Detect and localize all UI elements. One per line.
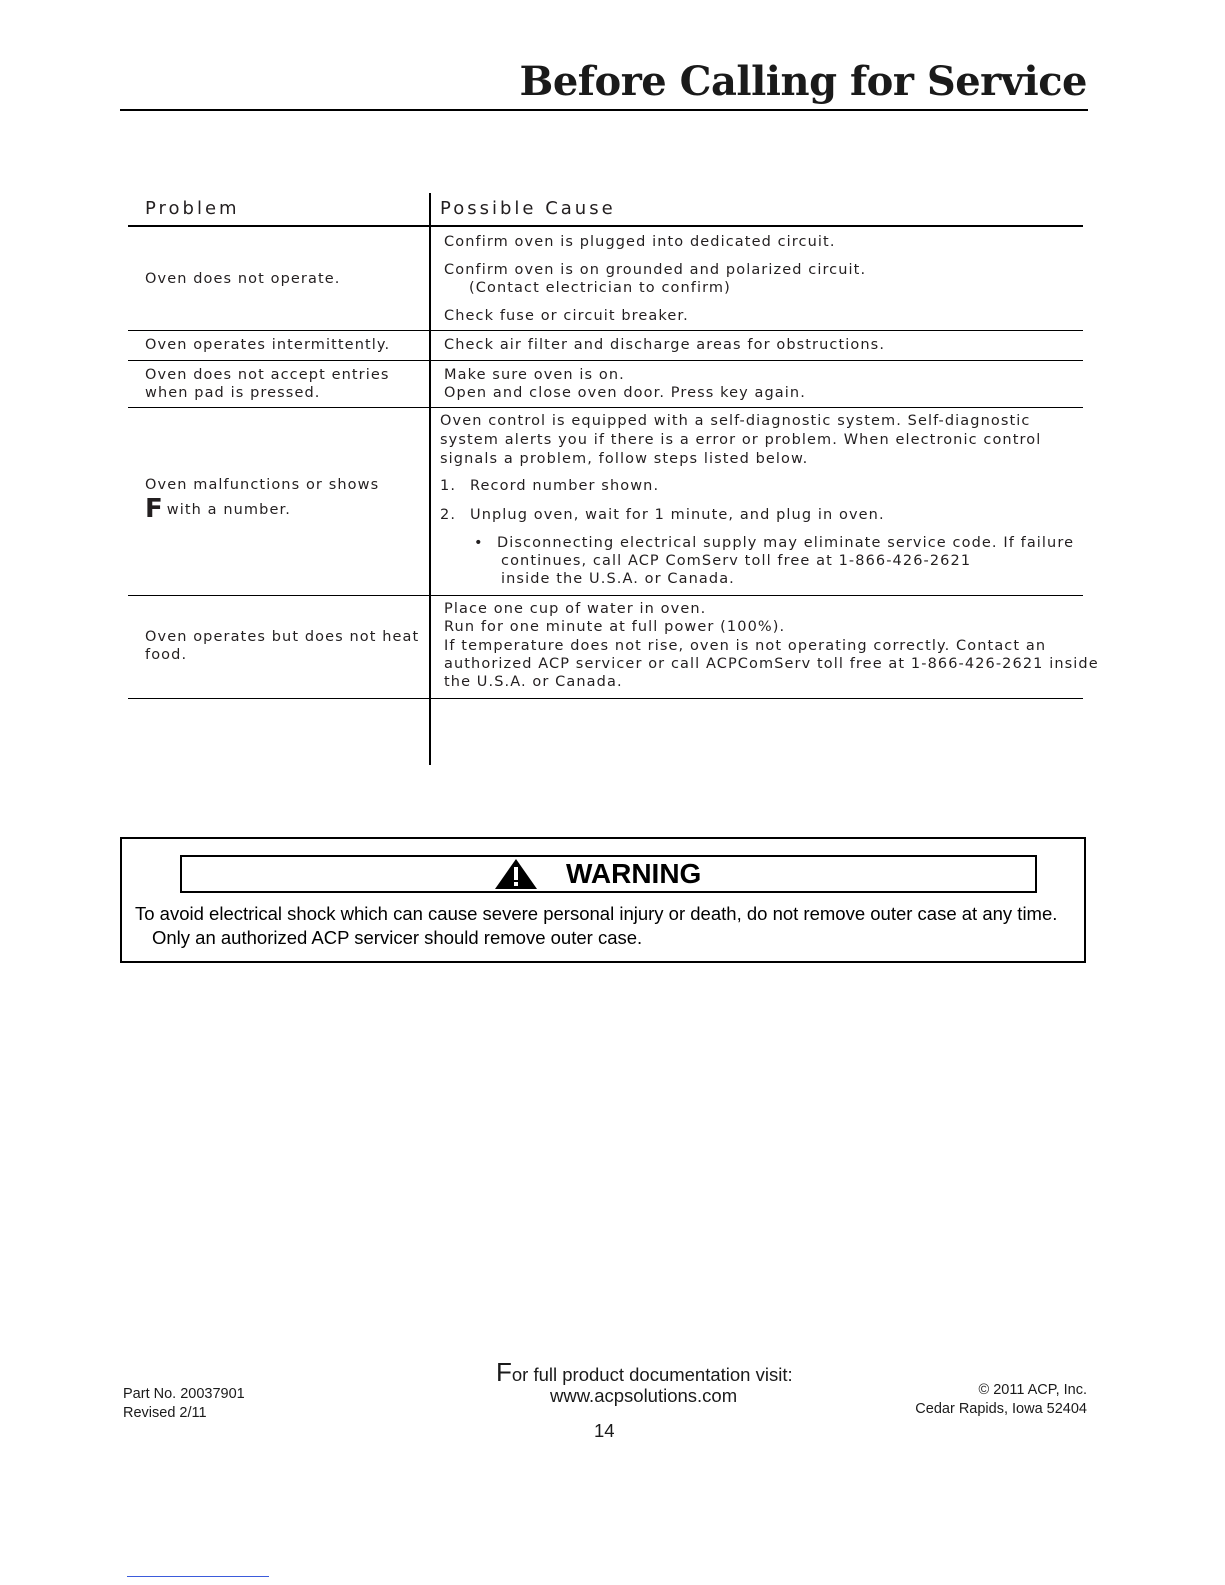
warning-text-line2: Only an authorized ACP servicer should remove outer case. (152, 927, 643, 948)
revised-date: Revised 2/11 (123, 1405, 207, 1421)
bottom-link-underline (127, 1576, 269, 1577)
problem-text: Oven malfunctions or shows (145, 477, 380, 493)
problem-text: Oven does not operate. (145, 271, 341, 287)
problem-text: Oven does not accept entries (145, 367, 390, 383)
page-number: 14 (594, 1420, 615, 1441)
problem-text (145, 494, 291, 524)
documentation-note-initial: F (496, 1357, 512, 1387)
bullet: • (474, 535, 484, 551)
bullet-text: inside the U.S.A. or Canada. (501, 571, 735, 587)
row-divider (128, 698, 1083, 699)
problem-text: when pad is pressed. (145, 385, 321, 401)
problem-text: food. (145, 647, 188, 663)
row-divider (128, 330, 1083, 331)
copyright: © 2011 ACP, Inc. (978, 1382, 1087, 1398)
problem-text: Oven operates but does not heat (145, 629, 420, 645)
page-title: Before Calling for Service (519, 58, 1087, 105)
problem-text: Oven operates intermittently. (145, 337, 391, 353)
documentation-note-text: or full product documentation visit: (511, 1364, 793, 1385)
cause-text: Oven control is equipped with a self-diagnostic system. Self-diagnostic (440, 413, 1031, 429)
cause-text: Check air filter and discharge areas for obstructions. (444, 337, 886, 353)
cause-text: Run for one minute at full power (100%). (444, 619, 786, 635)
warning-triangle-icon (494, 858, 538, 890)
cause-text: Confirm oven is plugged into dedicated circuit. (444, 234, 836, 250)
column-header-problem: Problem (145, 198, 240, 219)
column-header-cause: Possible Cause (440, 198, 616, 219)
cause-text: Make sure oven is on. (444, 367, 625, 383)
row-divider (128, 360, 1083, 361)
problem-text-suffix: with a number. (166, 502, 291, 518)
cause-text: authorized ACP servicer or call ACPComServ toll free at 1-866-426-2621 inside (444, 656, 1099, 672)
documentation-url[interactable]: www.acpsolutions.com (550, 1385, 738, 1406)
step-text: Record number shown. (470, 478, 660, 494)
warning-title: WARNING (566, 858, 702, 889)
documentation-note (496, 1357, 793, 1388)
step-number: 1. (440, 478, 457, 494)
cause-text: system alerts you if there is a error or problem. When electronic control (440, 432, 1042, 448)
row-divider (128, 595, 1083, 596)
cause-text: signals a problem, follow steps listed below. (440, 451, 809, 467)
cause-text: If temperature does not rise, oven is not operating correctly. Contact an (444, 638, 1047, 654)
company-address: Cedar Rapids, Iowa 52404 (915, 1401, 1087, 1417)
cause-text: (Contact electrician to confirm) (469, 280, 731, 296)
cause-text: Check fuse or circuit breaker. (444, 308, 689, 324)
step-text: Unplug oven, wait for 1 minute, and plug in oven. (470, 507, 885, 523)
cause-text: Open and close oven door. Press key again. (444, 385, 806, 401)
row-divider (128, 407, 1083, 408)
bullet-text: continues, call ACP ComServ toll free at 1-866-426-2621 (501, 553, 972, 569)
cause-text: the U.S.A. or Canada. (444, 674, 623, 690)
fault-code-letter: F (145, 494, 163, 524)
header-rule (128, 225, 1083, 227)
title-rule (120, 109, 1088, 111)
warning-text-line1: To avoid electrical shock which can cause severe personal injury or death, do not remove outer case at any time. (135, 903, 1058, 924)
step-number: 2. (440, 507, 457, 523)
column-divider (429, 193, 431, 765)
part-number: Part No. 20037901 (123, 1386, 245, 1402)
cause-text: Confirm oven is on grounded and polarized circuit. (444, 262, 867, 278)
cause-text: Place one cup of water in oven. (444, 601, 707, 617)
bullet-text: Disconnecting electrical supply may eliminate service code. If failure (497, 535, 1075, 551)
